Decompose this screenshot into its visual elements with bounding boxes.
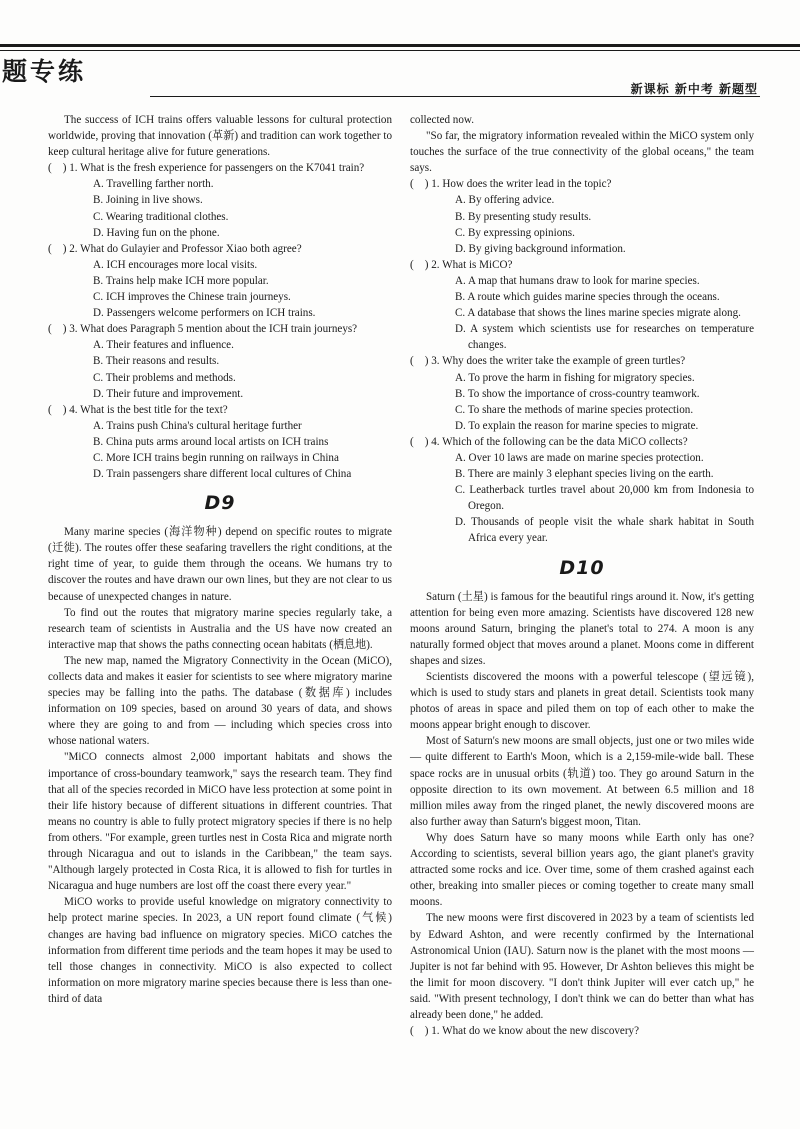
d10-paragraph: Saturn (土星) is famous for the beautiful rings around it. Now, it's getting attention for being even more amazing. Scientists have discovered 128 new moons around Saturn, bringing the planet's total to 274. A moon is any naturally formed object that moves around a planet. Moons come in different shapes and sizes. bbox=[410, 590, 754, 667]
question-stem: ( ) 4. Which of the following can be the data MiCO collects? bbox=[410, 435, 688, 448]
question-block bbox=[48, 241, 392, 321]
option: D. Passengers welcome performers on ICH trains. bbox=[93, 307, 316, 320]
question-stem: ( ) 2. What do Gulayier and Professor Xiao both agree? bbox=[48, 242, 302, 255]
option: C. By expressing opinions. bbox=[455, 226, 575, 239]
right-column bbox=[410, 112, 754, 1039]
option: B. Trains help make ICH more popular. bbox=[93, 274, 269, 287]
option: C. ICH improves the Chinese train journeys. bbox=[93, 291, 291, 304]
d9-paragraph: To find out the routes that migratory marine species regularly take, a research team of scientists in Australia and the US have now created an interactive map that shows the paths connecting ocean habitats (栖息地). bbox=[48, 606, 392, 651]
option: A. ICH encourages more local visits. bbox=[93, 258, 258, 271]
question-stem: ( ) 2. What is MiCO? bbox=[410, 258, 513, 271]
option: C. A database that shows the lines marine species migrate along. bbox=[455, 307, 741, 320]
option: D. By giving background information. bbox=[455, 242, 626, 255]
left-column bbox=[48, 112, 392, 1007]
question-stem: ( ) 1. How does the writer lead in the topic? bbox=[410, 178, 612, 191]
option: D. Thousands of people visit the whale shark habitat in South Africa every year. bbox=[455, 516, 754, 545]
d9-paragraph: "MiCO connects almost 2,000 important habitats and shows the importance of cross-boundary teamwork," says the research team. They find that all of the species recorded in MiCO have less protection at some point in their life history because of different situations in different countries. That means no country is able to fully protect migratory species if there is no help from others. "For example, green turtles nest in Costa Rica and migrate north through Nicaragua and out to islands in the Caribbean," the team says. "Although largely protected in Costa Rica, it is allowed to fish for turtles in Nicaragua and huge numbers are lost off the coast there every year." bbox=[48, 751, 392, 893]
question-block bbox=[410, 176, 754, 256]
option: A. By offering advice. bbox=[455, 194, 555, 207]
question-stem: ( ) 3. Why does the writer take the example of green turtles? bbox=[410, 355, 686, 368]
option: A. Over 10 laws are made on marine species protection. bbox=[455, 451, 704, 464]
question-stem: ( ) 1. What do we know about the new discovery? bbox=[410, 1025, 640, 1038]
question-stem: ( ) 3. What does Paragraph 5 mention about the ICH train journeys? bbox=[48, 323, 358, 336]
header-rule-lower bbox=[150, 96, 760, 97]
section-title-d10: D10 bbox=[559, 556, 605, 579]
continued-line: collected now. bbox=[410, 114, 474, 126]
d9-paragraph: MiCO works to provide useful knowledge on migratory connectivity to help protect marine species. In 2023, a UN report found climate (气候) changes are having bad influence on migratory species. MiCO catches the information from different time periods and the team hopes it may be used to tell those changes in connectivity. MiCO is also expected to collect information on more migratory marine species because there is less than one-third of data bbox=[48, 896, 392, 1005]
series-label: 新课标 新中考 新题型 bbox=[630, 82, 758, 96]
question-block bbox=[410, 434, 754, 547]
question-block bbox=[410, 353, 754, 433]
d10-paragraph: Most of Saturn's new moons are small objects, just one or two miles wide — quite different to Earth's Moon, which is a 2,159-mile-wide ball. These space rocks are in unusual orbits (轨道) too. They go around Saturn in the opposite direction to its own movement. At between 6.5 million and 18 million miles away from the ringed planet, the newly discovered moons are also further away than Saturn's biggest moon, Titan. bbox=[410, 735, 754, 828]
option: D. Having fun on the phone. bbox=[93, 226, 220, 239]
option: A. A map that humans draw to look for marine species. bbox=[455, 274, 700, 287]
question-block bbox=[48, 402, 392, 482]
d10-paragraph: The new moons were first discovered in 2023 by a team of scientists led by Edward Ashton, and were recently confirmed by the International Astronomical Union (IAU). Saturn now is the planet with the most moons — Jupiter is not far behind with 95. However, Dr Ashton believes this might be the limit for moon discovery. "I don't think Jupiter will ever catch up," he said. "With present technology, I don't think we can do better than what has already been done," he added. bbox=[410, 912, 754, 1021]
option: C. Their problems and methods. bbox=[93, 371, 236, 384]
option: A. Their features and influence. bbox=[93, 339, 234, 352]
option: D. Train passengers share different local cultures of China bbox=[93, 468, 352, 481]
question-block bbox=[410, 257, 754, 354]
question-stem: ( ) 1. What is the fresh experience for passengers on the K7041 train? bbox=[48, 162, 365, 175]
option: A. Travelling farther north. bbox=[93, 178, 214, 191]
option: D. To explain the reason for marine species to migrate. bbox=[455, 419, 699, 432]
option: A. To prove the harm in fishing for migratory species. bbox=[455, 371, 695, 384]
d10-paragraph: Scientists discovered the moons with a powerful telescope (望远镜), which is used to study stars and planets in great detail. Scientists took many photos of areas in space and piled them on top of each other to make the moons appear bright enough to discover. bbox=[410, 671, 754, 732]
question-stem: ( ) 4. What is the best title for the text? bbox=[48, 403, 228, 416]
header-rule-thick bbox=[0, 44, 800, 47]
option: B. A route which guides marine species through the oceans. bbox=[455, 291, 720, 304]
option: B. Joining in live shows. bbox=[93, 194, 203, 207]
option: C. Wearing traditional clothes. bbox=[93, 210, 229, 223]
option: D. A system which scientists use for researches on temperature changes. bbox=[455, 323, 754, 352]
quote-paragraph: "So far, the migratory information revealed within the MiCO system only touches the surface of the true connectivity of the global oceans," the team says. bbox=[410, 130, 754, 175]
d9-paragraph: The new map, named the Migratory Connectivity in the Ocean (MiCO), collects data and makes it easier for scientists to see where migratory marine species may be falling into the paths. The database (数据库) includes information on 109 species, based on around 30 years of data, and shows where they are going to and from — including which species cross into whose national waters. bbox=[48, 654, 392, 748]
option: B. There are mainly 3 elephant species living on the earth. bbox=[455, 468, 714, 481]
header-rule-thin bbox=[0, 50, 800, 51]
option: B. China puts arms around local artists on ICH trains bbox=[93, 435, 329, 448]
d9-paragraph: Many marine species (海洋物种) depend on specific routes to migrate (迁徙). The routes offer these seafaring travellers the right conditions, at the right time of year, to guide them through the oceans. We humans try to discover the routes and have drawn our own lines, but they are not clear to us because of unexpected changes in nature. bbox=[48, 526, 392, 603]
intro-paragraph: The success of ICH trains offers valuable lessons for cultural protection worldwide, proving that innovation (革新) and tradition can work together to keep cultural heritage alive for future generations. bbox=[48, 114, 392, 159]
option: D. Their future and improvement. bbox=[93, 387, 244, 400]
question-block bbox=[48, 321, 392, 401]
question-block bbox=[48, 160, 392, 240]
option: C. To share the methods of marine species protection. bbox=[455, 403, 694, 416]
option: B. To show the importance of cross-country teamwork. bbox=[455, 387, 700, 400]
brand-title: 题专练 bbox=[2, 57, 87, 86]
option: B. Their reasons and results. bbox=[93, 355, 220, 368]
section-title-d9: D9 bbox=[204, 492, 236, 515]
option: C. Leatherback turtles travel about 20,000 km from Indonesia to Oregon. bbox=[455, 484, 754, 513]
option: C. More ICH trains begin running on railways in China bbox=[93, 451, 339, 464]
d10-paragraph: Why does Saturn have so many moons while Earth only has one? According to scientists, several billion years ago, the giant planet's gravity attracted some rocks and ice. Over time, some of them crashed against each other, breaking into smaller pieces or coming together to create many small moons. bbox=[410, 831, 754, 909]
option: B. By presenting study results. bbox=[455, 210, 592, 223]
option: A. Trains push China's cultural heritage further bbox=[93, 419, 302, 432]
